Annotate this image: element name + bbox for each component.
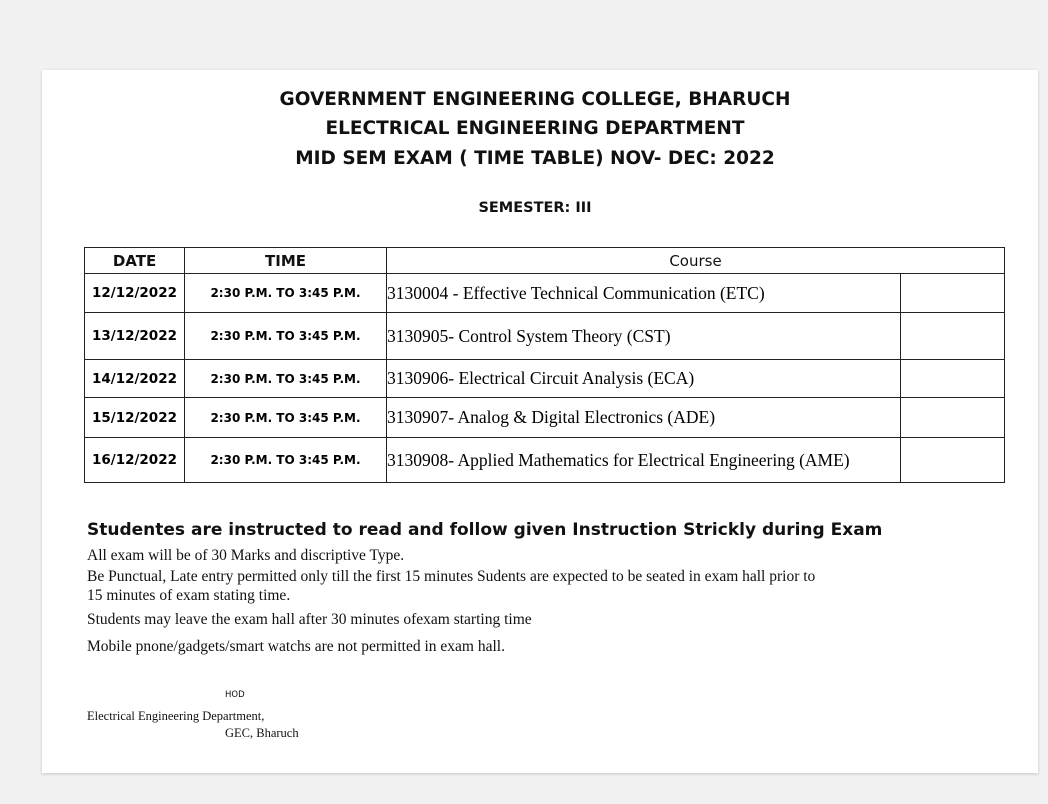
row-empty-cell [901, 398, 1005, 438]
signature-college: GEC, Bharuch [225, 726, 299, 740]
table-row [85, 398, 1005, 438]
row-time: 2:30 P.M. TO 3:45 P.M. [185, 274, 387, 313]
document-page [42, 70, 1038, 773]
row-course: 3130004 - Effective Technical Communication (ETC) [387, 274, 901, 313]
table-row [85, 313, 1005, 360]
row-course: 3130905- Control System Theory (CST) [387, 313, 901, 360]
row-empty-cell [901, 360, 1005, 398]
semester-label: SEMESTER: III [478, 200, 592, 216]
row-time: 2:30 P.M. TO 3:45 P.M. [185, 360, 387, 398]
header-time: TIME [185, 248, 387, 274]
header-date: DATE [85, 248, 185, 274]
signature-department: Electrical Engineering Department, [87, 709, 265, 723]
instruction-item: 15 minutes of exam stating time. [87, 587, 291, 604]
row-date: 15/12/2022 [85, 398, 185, 438]
row-time: 2:30 P.M. TO 3:45 P.M. [185, 398, 387, 438]
row-course: 3130907- Analog & Digital Electronics (ADE) [387, 398, 901, 438]
college-name: GOVERNMENT ENGINEERING COLLEGE, BHARUCH [279, 89, 791, 110]
row-time: 2:30 P.M. TO 3:45 P.M. [185, 438, 387, 483]
row-empty-cell [901, 274, 1005, 313]
row-date: 12/12/2022 [85, 274, 185, 313]
instruction-item: Students may leave the exam hall after 30 minutes ofexam starting time [87, 611, 532, 628]
row-empty-cell [901, 313, 1005, 360]
row-course: 3130908- Applied Mathematics for Electrical Engineering (AME) [387, 438, 901, 483]
table-row [85, 274, 1005, 313]
timetable [84, 247, 1005, 483]
instruction-item: All exam will be of 30 Marks and discriptive Type. [87, 547, 405, 564]
signature-role: HOD [225, 690, 245, 700]
row-date: 13/12/2022 [85, 313, 185, 360]
row-course: 3130906- Electrical Circuit Analysis (ECA) [387, 360, 901, 398]
table-row [85, 360, 1005, 398]
table-row [85, 438, 1005, 483]
row-date: 16/12/2022 [85, 438, 185, 483]
header-course: Course [387, 248, 1005, 274]
instruction-item: Be Punctual, Late entry permitted only till the first 15 minutes Sudents are expected to be seated in exam hall prior to [87, 568, 816, 585]
instructions-title: Studentes are instructed to read and follow given Instruction Strickly during Exam [87, 520, 883, 540]
row-empty-cell [901, 438, 1005, 483]
table-header-row [85, 248, 1005, 274]
instruction-item: Mobile pnone/gadgets/smart watchs are not permitted in exam hall. [87, 638, 505, 655]
row-time: 2:30 P.M. TO 3:45 P.M. [185, 313, 387, 360]
exam-title: MID SEM EXAM ( TIME TABLE) NOV- DEC: 2022 [295, 148, 775, 169]
row-date: 14/12/2022 [85, 360, 185, 398]
department-name: ELECTRICAL ENGINEERING DEPARTMENT [325, 118, 745, 139]
